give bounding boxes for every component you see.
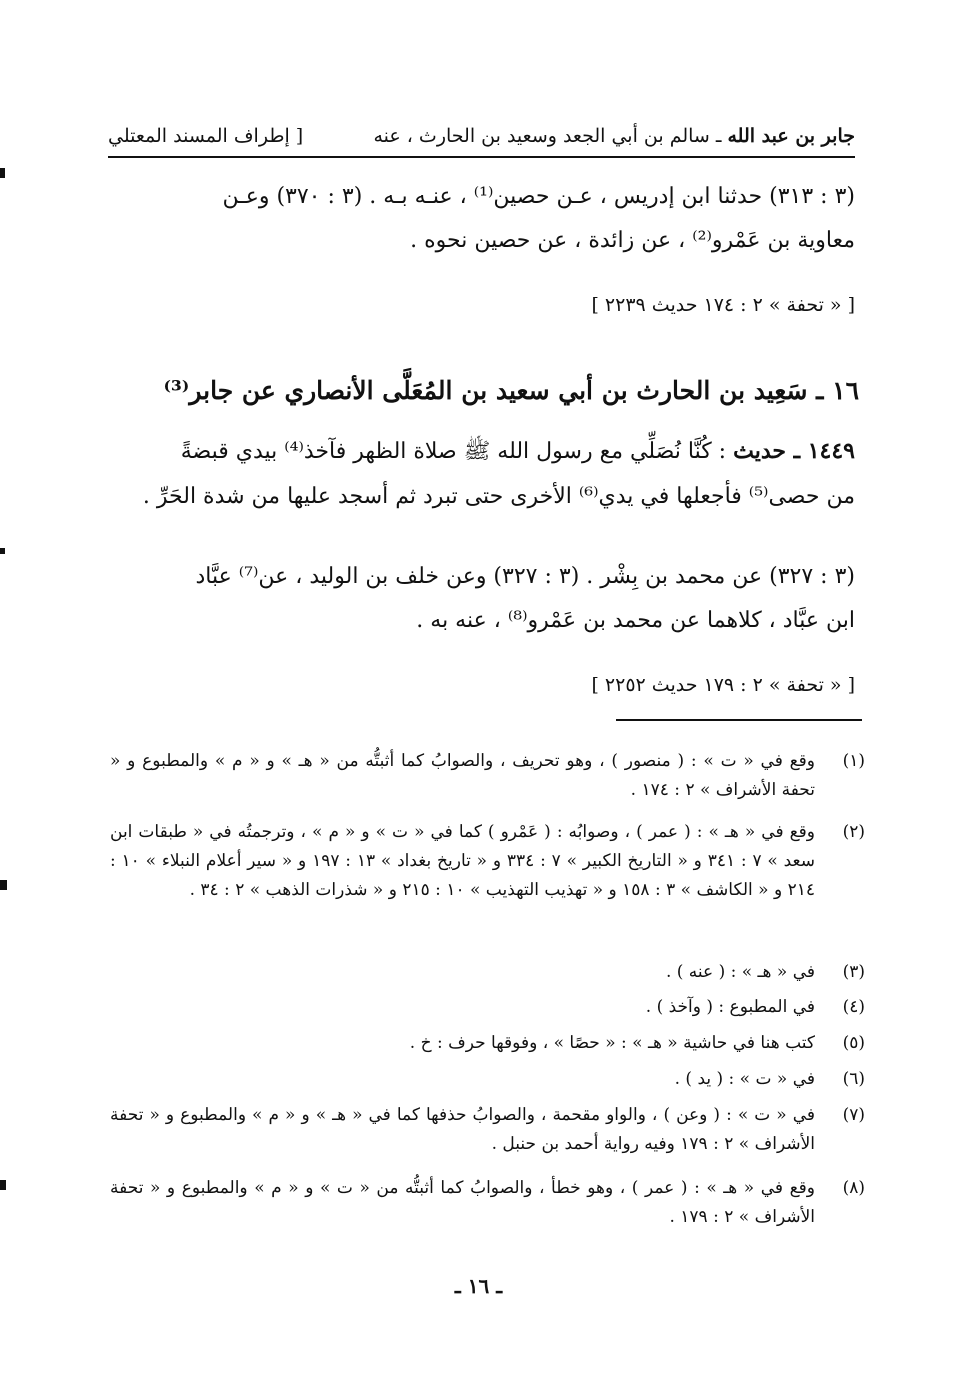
footnote-text: وقع في « هـ » : ( عمر ) ، وهو خطأ ، والصوابُ كما أثبتُّه من « ت » و « م » والمطبوع و « تحفة الأشراف » ٢ : ١٧٩ . bbox=[110, 1178, 815, 1227]
header-title-bold: جابر بن عبد الله bbox=[727, 125, 855, 147]
isnad-line: (٣ : ٣١٣) حدثنا ابن إدريس ، عـن حصين⁽¹⁾ ، عنـه بـه . (٣ : ٣٧٠) وعـن bbox=[222, 184, 855, 209]
footnote-number: (٦) bbox=[842, 1069, 865, 1089]
running-header bbox=[108, 116, 855, 158]
footnote-text: في « هـ » : ( عنه ) . bbox=[665, 962, 815, 982]
isnad-line: ابن عبَّاد ، كلاهما عن محمد بن عَمْرو⁽⁸⁾ ، عنه به . bbox=[416, 608, 855, 633]
footnote bbox=[110, 958, 865, 987]
header-title-rest: ـ سالم بن أبي الجعد وسعيد بن الحارث ، عنه bbox=[373, 125, 728, 147]
isnad-line: معاوية بن عَمْرو⁽²⁾ ، عن زائدة ، عن حصين نحوه . bbox=[410, 228, 855, 253]
scan-mark bbox=[0, 168, 5, 178]
scan-mark bbox=[0, 548, 5, 554]
footnote-text: وقع في « ت » : ( منصور ) ، وهو تحريف ، والصوابُ كما أثبتُّه من « هـ » و « م » والمطبوع و « تحفة الأشراف » ٢ : ١٧٤ . bbox=[110, 751, 815, 800]
header-title bbox=[373, 116, 855, 156]
footnote-text: كتب هنا في حاشية « هـ » : « حصًا » ، وفوقها حرف : خ . bbox=[409, 1033, 815, 1053]
footnote bbox=[110, 1101, 865, 1159]
section-heading: ١٦ ـ سَعِيد بن الحارث بن أبي سعيد بن المُعَلَّى الأنصاري عن جابر⁽³⁾ bbox=[163, 376, 859, 405]
footnote-number: (٨) bbox=[842, 1178, 865, 1198]
hadith-line: من حصى⁽⁵⁾ فأجعلها في يدي⁽⁶⁾ الأخرى حتى تبرد ثم أسجد عليها من شدة الحَرِّ . bbox=[142, 484, 855, 509]
footnote-number: (١) bbox=[842, 751, 865, 771]
footnote-text: في « ت » : ( يد ) . bbox=[674, 1069, 815, 1089]
tuhfa-reference: [ « تحفة » ٢ : ١٧٤ حديث ٢٢٣٩ ] bbox=[591, 294, 855, 316]
footnote-text: في المطبوع : ( وآخذ ) . bbox=[645, 997, 815, 1017]
footnote-separator bbox=[616, 719, 862, 721]
isnad-line: (٣ : ٣٢٧) عن محمد بن بِشْر . (٣ : ٣٢٧) وعن خلف بن الوليد ، عن⁽⁷⁾ عبَّاد bbox=[195, 564, 855, 589]
footnote bbox=[110, 1029, 865, 1058]
scan-mark bbox=[0, 880, 7, 890]
footnote-number: (٣) bbox=[842, 962, 865, 982]
scan-mark bbox=[0, 1180, 6, 1190]
footnote bbox=[110, 818, 865, 905]
hadith-line bbox=[108, 430, 855, 473]
footnote-number: (٤) bbox=[842, 997, 865, 1017]
footnote-text: في « ت » : ( وعن ) ، والواو مقحمة ، والصوابُ حذفها كما في « هـ » و « م » والمطبوع و « تحفة الأشراف » ٢ : ١٧٩ وفيه رواية أحمد بن حنبل . bbox=[110, 1105, 815, 1154]
footnote bbox=[110, 747, 865, 805]
footnote-number: (٢) bbox=[842, 822, 865, 842]
footnote bbox=[110, 1065, 865, 1094]
footnote bbox=[110, 993, 865, 1022]
tuhfa-reference: [ « تحفة » ٢ : ١٧٩ حديث ٢٢٥٢ ] bbox=[591, 674, 855, 696]
footnote-number: (٥) bbox=[842, 1033, 865, 1053]
hadith-number: ١٤٤٩ ـ حديث bbox=[733, 438, 855, 464]
page-number: ـ ١٦ ـ bbox=[454, 1274, 503, 1298]
footnote bbox=[110, 1174, 865, 1232]
footnote-text: وقع في « هـ » : ( عمر ) ، وصوابُه : ( عَمْرو ) كما في « ت » و « م » ، وترجمتُه في « طبقات ابن سعد » ٧ : ٣٤١ و « التاريخ الكبير » ٧ : ٣٣٤ و « تاريخ بغداد » ١٣ : ١٩٧ و « سير أعلام النبلاء » ١٠ : ٢١٤ و « الكاشف » ٣ : ١٥٨ و « تهذيب التهذيب » ١٠ : ٢١٥ و « شذرات الذهب » ٢ : ٣٤ . bbox=[110, 822, 815, 900]
header-book-title: [ إطراف المسند المعتلي bbox=[108, 125, 304, 147]
footnote-number: (٧) bbox=[842, 1105, 865, 1125]
hadith-text: : كُنَّا نُصَلِّي مع رسول الله ﷺ صلاة الظهر فآخذ⁽⁴⁾ بيدي قبضةً bbox=[180, 439, 734, 464]
